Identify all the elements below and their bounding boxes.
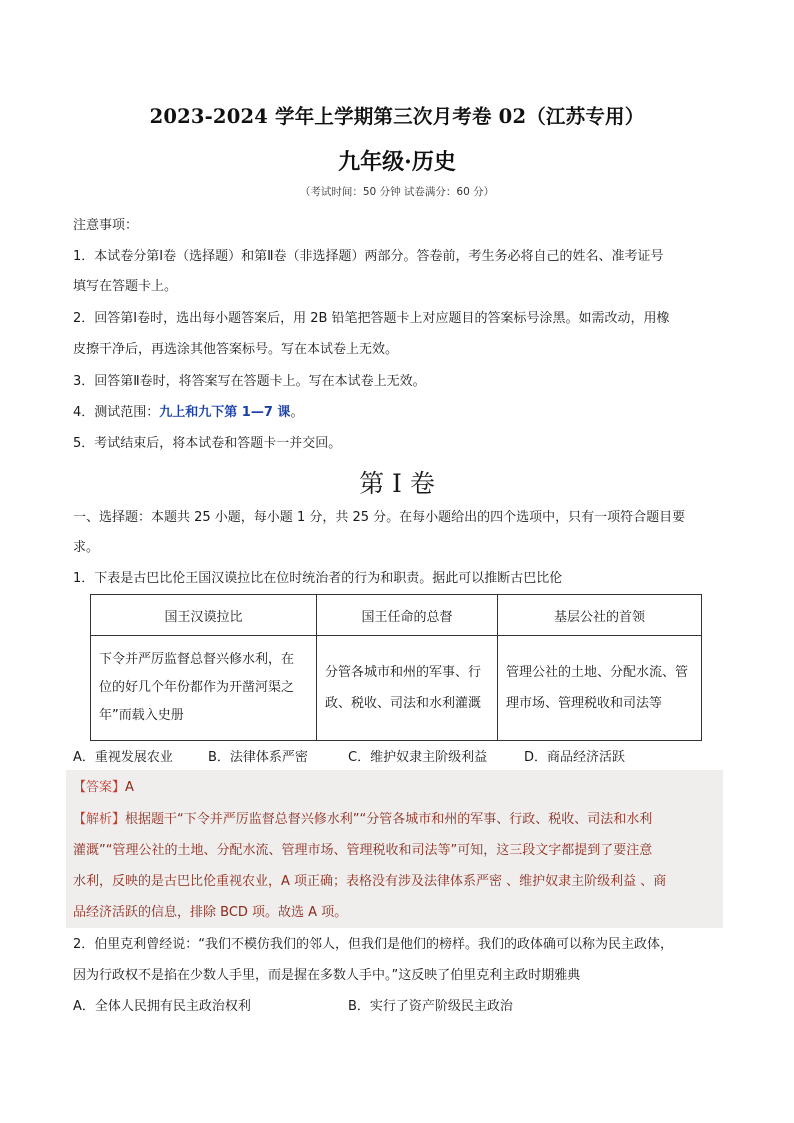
option-a: A．全体人民拥有民主政治权利 [73, 999, 251, 1014]
note-range-value: 九上和九下第 1—7 课 [159, 405, 291, 420]
table-header: 基层公社的首领 [498, 595, 702, 636]
answer-tag: 【答案】 [73, 780, 126, 795]
cell-line: 位的好几个年份都作为开凿河渠之 [99, 680, 295, 695]
note-range-label: 4．测试范围： [73, 405, 160, 420]
exam-subtitle: 九年级·历史 [338, 149, 456, 175]
notes-heading: 注意事项： [73, 218, 139, 233]
section-title: 第 I 卷 [359, 469, 435, 498]
exam-info: （考试时间：50 分钟 试卷满分：60 分） [299, 186, 495, 198]
question-1-stem: 1．下表是古巴比伦王国汉谟拉比在位时统治者的行为和职责。据此可以推断古巴比伦 [73, 571, 563, 586]
answer-line [73, 778, 134, 798]
note-line-4 [73, 403, 723, 423]
section-intro: 一、选择题：本题共 25 小题，每小题 1 分，共 25 分。在每小题给出的四个选项中，只有一项符合题目要 [73, 510, 686, 525]
note-line: 2．回答第Ⅰ卷时，选出每小题答案后，用 2B 铅笔把答题卡上对应题目的答案标号涂黑。如需改动，用橡 [73, 311, 670, 326]
cell-line: 下令并严厉监督总督兴修水利，在 [99, 652, 295, 667]
option-c: C．维护奴隶主阶级利益 [348, 750, 488, 765]
option-a: A．重视发展农业 [73, 750, 173, 765]
cell-line: 分管各城市和州的军事、行 [325, 665, 482, 680]
option-d: D．商品经济活跃 [524, 750, 626, 765]
analysis-line: 品经济活跃的信息，排除 BCD 项。故选 A 项。 [73, 905, 348, 920]
note-line: 5．考试结束后，将本试卷和答题卡一并交回。 [73, 436, 342, 451]
analysis-tag: 【解析】 [73, 812, 126, 827]
question-2-stem: 2．伯里克利曾经说：“我们不模仿我们的邻人，但我们是他们的榜样。我们的政体确可以称为民主政体， [73, 937, 674, 952]
analysis-line: 水利，反映的是古巴比伦重视农业，A 项正确；表格没有涉及法律体系严密 、维护奴隶主阶级利益 、商 [73, 874, 667, 889]
analysis-line: 灌溉”“管理公社的土地、分配水流、管理市场、管理税收和司法等”可知，这三段文字都提到了要注意 [73, 843, 653, 858]
answer-value: A [125, 780, 134, 795]
question-2-stem-cont: 因为行政权不是掐在少数人手里，而是握在多数人手中。”这反映了伯里克利主政时期雅典 [73, 968, 581, 983]
exam-title: 2023-2024 学年上学期第三次月考卷 02（江苏专用） [149, 105, 645, 128]
option-b: B．法律体系严密 [208, 750, 308, 765]
note-line: 1．本试卷分第Ⅰ卷（选择题）和第Ⅱ卷（非选择题）两部分。答卷前，考生务必将自己的姓名、准考证号 [73, 249, 664, 264]
cell-line: 管理公社的土地、分配水流、管 [506, 665, 689, 680]
table-header: 国王任命的总督 [317, 595, 498, 636]
cell-line: 理市场、管理税收和司法等 [506, 696, 663, 711]
table-cell [91, 636, 317, 741]
option-b: B．实行了资产阶级民主政治 [348, 999, 513, 1014]
note-range-end: 。 [290, 405, 304, 420]
note-line: 皮擦干净后，再选涂其他答案标号。写在本试卷上无效。 [73, 342, 399, 357]
section-intro-cont: 求。 [73, 540, 100, 555]
analysis-line [73, 810, 652, 830]
cell-line: 政、税收、司法和水利灌溉 [325, 696, 482, 711]
table-header: 国王汉谟拉比 [91, 595, 317, 636]
question-1-table [90, 594, 702, 741]
cell-line: 年”而载入史册 [99, 708, 184, 723]
table-cell [498, 636, 702, 741]
note-line: 填写在答题卡上。 [73, 279, 178, 294]
table-cell [317, 636, 498, 741]
note-line: 3．回答第Ⅱ卷时，将答案写在答题卡上。写在本试卷上无效。 [73, 374, 426, 389]
analysis-text: 根据题干“下令并严厉监督总督兴修水利”“分管各城市和州的军事、行政、税收、司法和水利 [125, 812, 653, 827]
